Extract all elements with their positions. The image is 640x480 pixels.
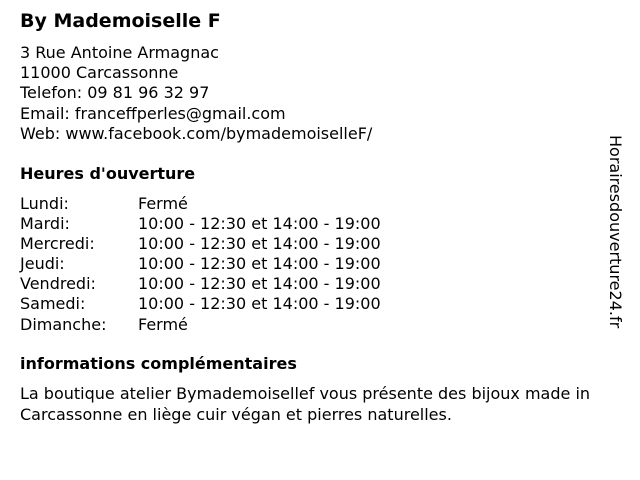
day-label: Dimanche: xyxy=(20,314,107,334)
day-hours: 10:00 - 12:30 et 14:00 - 19:00 xyxy=(138,274,381,294)
day-label: Vendredi: xyxy=(20,274,96,294)
day-label: Mardi: xyxy=(20,214,70,234)
day-hours: Fermé xyxy=(138,194,188,213)
additional-info-heading: informations complémentaires xyxy=(20,354,297,373)
web-line: Web: www.facebook.com/bymademoiselleF/ xyxy=(20,123,373,143)
phone-line: Telefon: 09 81 96 32 97 xyxy=(20,83,210,103)
day-hours: 10:00 - 12:30 et 14:00 - 19:00 xyxy=(138,254,381,274)
address-city: 11000 Carcassonne xyxy=(20,63,179,83)
day-label: Jeudi: xyxy=(20,254,65,274)
address-street: 3 Rue Antoine Armagnac xyxy=(20,43,219,62)
day-label: Samedi: xyxy=(20,294,86,314)
day-hours: 10:00 - 12:30 et 14:00 - 19:00 xyxy=(138,294,381,314)
day-label: Mercredi: xyxy=(20,234,95,254)
email-line: Email: franceffperles@gmail.com xyxy=(20,103,286,123)
day-hours: Fermé xyxy=(138,314,188,334)
day-label: Lundi: xyxy=(20,194,69,213)
business-name: By Mademoiselle F xyxy=(20,10,221,32)
day-hours: 10:00 - 12:30 et 14:00 - 19:00 xyxy=(138,214,381,234)
additional-info-text: La boutique atelier Bymademoisellef vous présente des bijoux made in Carcassonne en liège cuir végan et pierres naturelles. xyxy=(20,384,591,424)
opening-hours-heading: Heures d'ouverture xyxy=(20,164,196,183)
watermark-text: Horairesdouverture24.fr xyxy=(606,135,625,329)
contact-block xyxy=(20,43,372,144)
day-hours: 10:00 - 12:30 et 14:00 - 19:00 xyxy=(138,234,381,254)
